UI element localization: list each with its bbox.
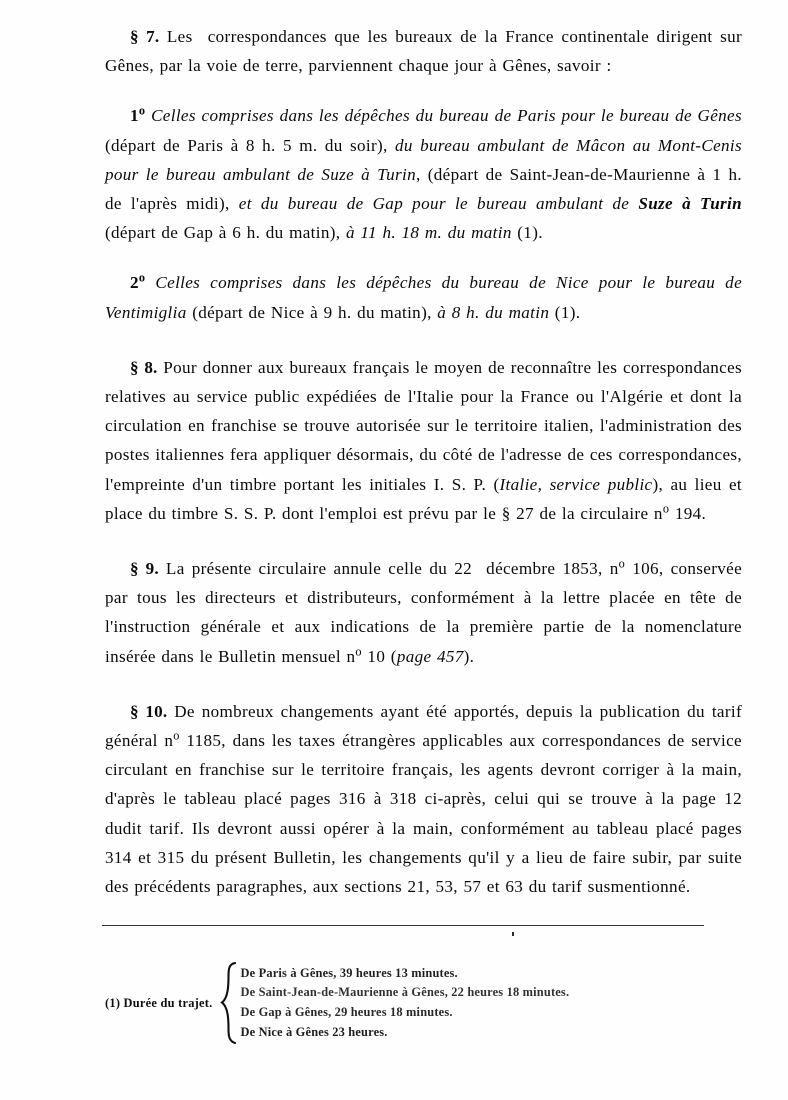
section-marker-8: § 8. bbox=[130, 357, 158, 377]
paragraph-section-8: § 8. Pour donner aux bureaux français le moyen de reconnaître les correspondances relatives au service public expédiées de l'Italie pour la France ou l'Algérie et dont la circulation en franchise se trouve autorisée sur le territoire italien, l'administration des postes italiennes fera appliquer désormais, du côté de l'adresse de ces correspondances, l'empreinte d'un timbre portant les initiales I. S. P. (Italie, service public), au lieu et place du timbre S. S. P. dont l'emploi est prévu par le § 27 de la circulaire $n^o$ 194. bbox=[105, 357, 742, 523]
paragraph-section-9: § 9. La présente circulaire annule celle du 22 décembre 1853, $n^o$ 106, conservée par tous les directeurs et distributeurs, conformément à la lettre placée en tête de l'instruction générale et aux indications de la première partie de la nomenclature insérée dans le Bulletin mensuel $n^o$ 10 (page 457). bbox=[105, 556, 742, 666]
italic-run: Celles comprises dans les dépêches du bureau de Paris bbox=[151, 106, 556, 126]
paragraph-section-7: § 7. Les correspondances que les bureaux de la France continentale dirigent sur Gênes, par la voie de terre, parviennent chaque jour à Gênes, savoir : bbox=[105, 27, 743, 76]
paragraph-item-1: 1$^o$ Celles comprises dans les dépêches du bureau de Paris pour le bureau de Gênes (départ de Paris à 8 h. 5 m. du soir), du bureau ambulant de Mâcon au Mont-Cenis pour le bureau ambulant de Suze à Turin, (départ de Saint-Jean-de-Maurienne à 1 h. de l'après midi), et du bureau de Gap pour le bureau ambulant de Suze à Turin (départ de Gap à 6 h. du matin), à 11 h. 18 m. du matin (1). bbox=[105, 103, 742, 243]
italic-run: Celles comprises dans les dépêches du bureau de Nice bbox=[155, 273, 589, 293]
italic-run: à 8 h. du matin bbox=[437, 302, 550, 322]
footnote-entry: De Saint-Jean-de-Maurienne à Gênes, 22 heures 18 minutes. bbox=[240, 985, 570, 1000]
section-marker-10: § 10. bbox=[130, 701, 168, 721]
section-marker-9: § 9. bbox=[130, 559, 159, 579]
italic-run: pour le bureau de Gênes bbox=[561, 106, 742, 126]
italic-run: à 11 h. 18 m. du matin bbox=[345, 223, 512, 243]
footnote-separator-rule bbox=[102, 925, 704, 926]
footnote-entry: De Gap à Gênes, 29 heures 18 minutes. bbox=[240, 1005, 453, 1019]
left-curly-brace-icon bbox=[219, 962, 239, 1044]
scan-speck bbox=[512, 932, 514, 936]
list-marker-1: 1$^o$ bbox=[130, 103, 146, 126]
document-body bbox=[105, 22, 742, 901]
footnote-entry: De Paris à Gênes, 39 heures 13 minutes. bbox=[240, 965, 458, 980]
paragraph-section-10: § 10. De nombreux changements ayant été apportés, depuis la publication du tarif général $n^o$ 1185, dans les taxes étrangères applicables aux correspondances de service circulant en franchise sur le territoire français, les agents devront corriger à la main, d'après le tableau placé pages 316 à 318 ci-après, celui qui se trouve à la page 12 dudit tarif. Ils devront aussi opérer à la main, conformément au tableau placé pages 314 et 315 du présent Bulletin, les changements qu'il y a lieu de faire subir, par suite des précédents paragraphes, aux sections 21, 53, 57 et 63 du tarif susmentionné. bbox=[105, 701, 742, 897]
italic-run: pour le bureau de Ventimiglia bbox=[105, 273, 743, 322]
footnote-label: (1) Durée du trajet. bbox=[105, 996, 213, 1011]
footnote-entry-list bbox=[239, 964, 570, 1042]
italic-run: et du bureau de Gap pour le bureau ambulant de bbox=[238, 194, 630, 214]
list-marker-2: 2$^o$ bbox=[130, 270, 146, 293]
footnote-entry: De Nice à Gênes 23 heures. bbox=[240, 1024, 388, 1039]
paragraph-item-2: 2$^o$ Celles comprises dans les dépêches du bureau de Nice pour le bureau de Ventimiglia (départ de Nice à 9 h. du matin), à 8 h. du matin (1). bbox=[105, 270, 743, 322]
footnote-block bbox=[105, 962, 725, 1044]
italic-run: du bureau ambulant de Mâcon au Mont-Cenis pour le bureau ambulant de Suze à Turin bbox=[105, 135, 742, 184]
italic-run: Italie, service public bbox=[499, 474, 653, 494]
section-marker-7: § 7. bbox=[130, 27, 160, 46]
italic-run: page 457 bbox=[396, 646, 464, 666]
bold-italic-run: Suze à Turin bbox=[638, 194, 742, 214]
